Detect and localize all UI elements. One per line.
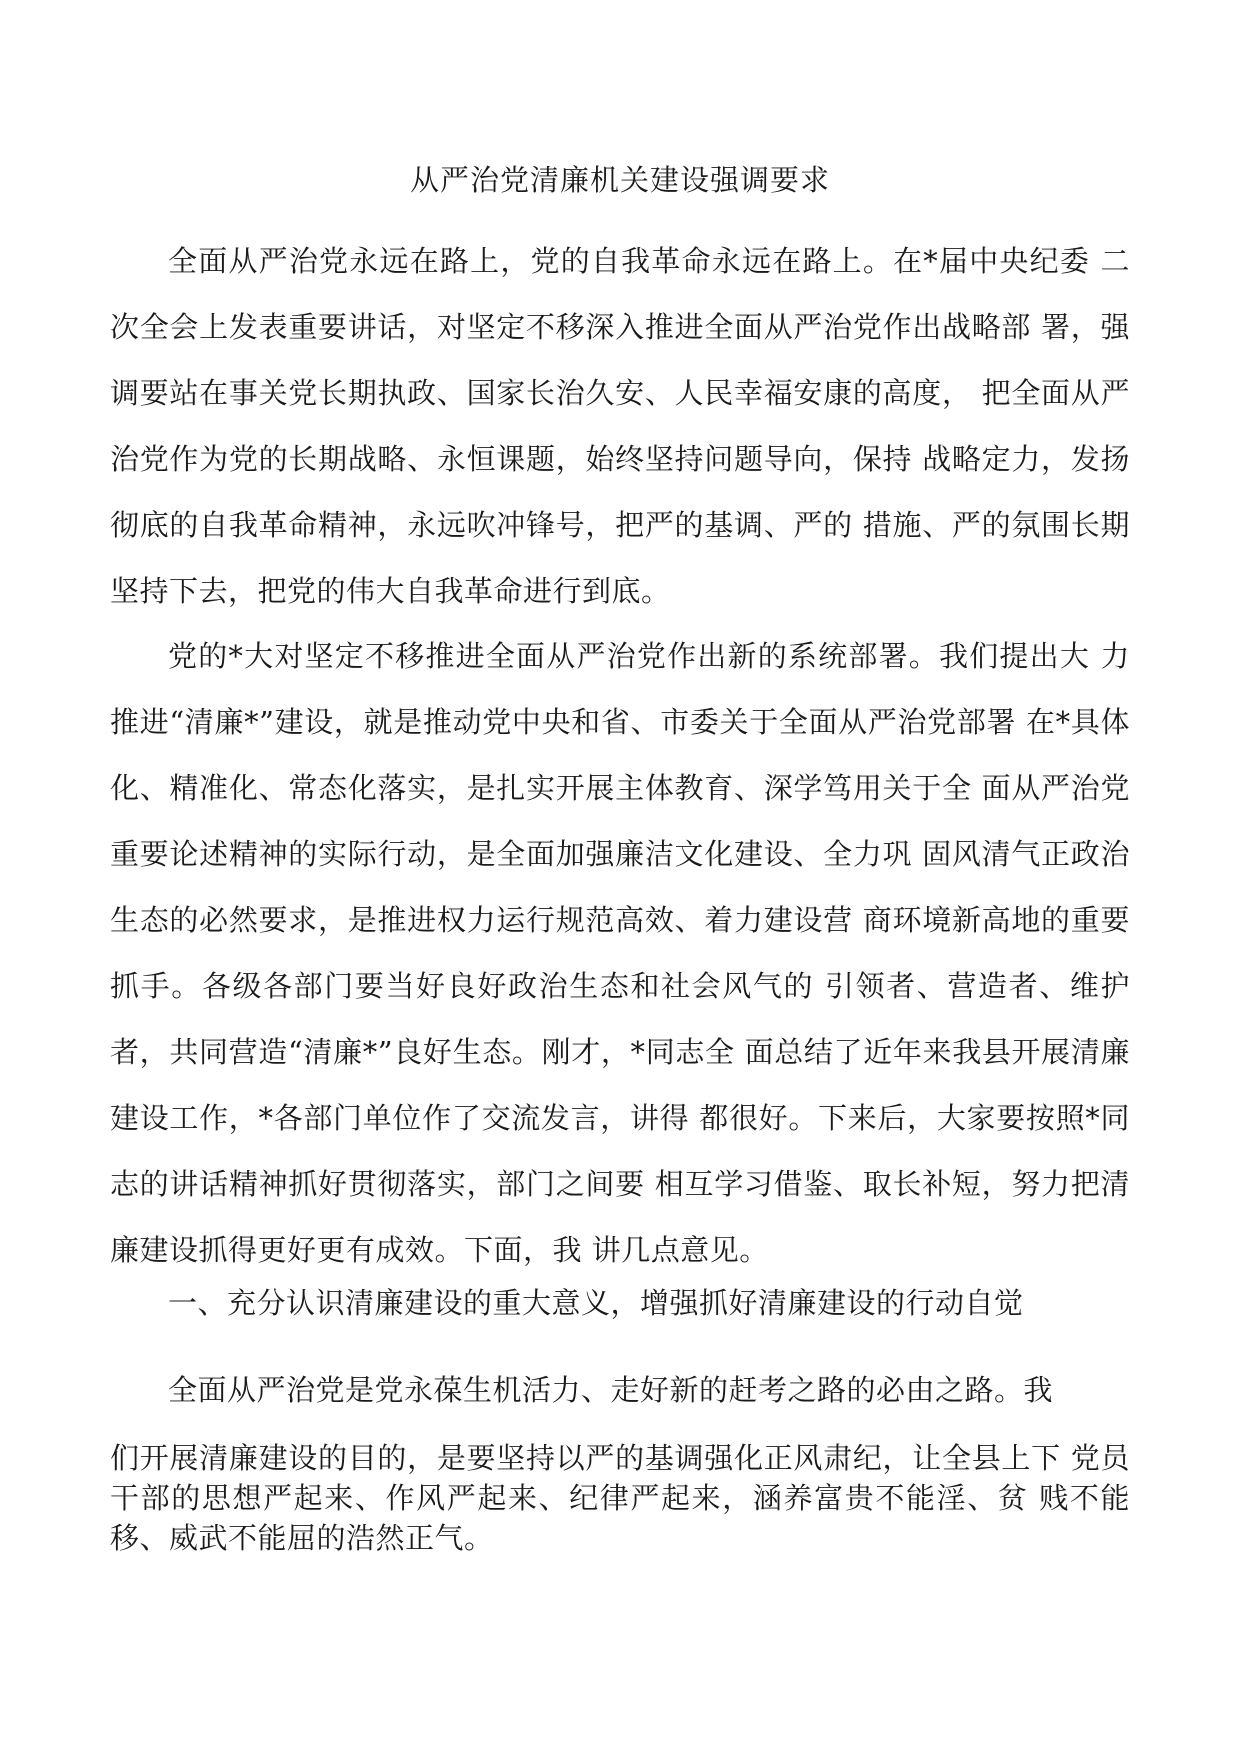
body-paragraph-3-rest: 们开展清廉建设的目的，是要坚持以严的基调强化正风肃纪，让全县上下 党员干部的思想严起来、作风严起来、纪律严起来，涵养富贵不能淫、贫 贱不能移、威武不能屈的浩然正气。 <box>110 1441 1130 1555</box>
body-paragraph-2: 党的*大对坚定不移推进全面从严治党作出新的系统部署。我们提出大 力推进“清廉*”建设，就是推动党中央和省、市委关于全面从严治党部署 在*具体化、精准化、常态化落实，是扎实开展主体教育、深学笃用关于全 面从严治党重要论述精神的实际行动，是全面加强廉洁文化建设、全力巩 固风清气正政治生态的必然要求，是推进权力运行规范高效、着力建设营 商环境新高地的重要抓手。各级各部门要当好良好政治生态和社会风气的 引领者、营造者、维护者，共同营造“清廉*”良好生态。刚才，*同志全 面总结了近年来我县开展清廉建设工作，*各部门单位作了交流发言，讲得 都很好。下来后，大家要按照*同志的讲话精神抓好贯彻落实，部门之间要 相互学习借鉴、取长补短，努力把清廉建设抓得更好更有成效。下面，我 讲几点意见。 <box>110 639 1130 1267</box>
section-heading-1: 一、充分认识清廉建设的重大意义，增强抓好清廉建设的行动自觉 <box>168 1286 1024 1320</box>
document-title: 从严治党清廉机关建设强调要求 <box>409 163 830 197</box>
body-paragraph-1: 全面从严治党永远在路上，党的自我革命永远在路上。在*届中央纪委 二次全会上发表重要讲话，对坚定不移深入推进全面从严治党作出战略部 署，强调要站在事关党长期执政、国家长治久安、人民幸福安康的高度， 把全面从严治党作为党的长期战略、永恒课题，始终坚持问题导向，保持 战略定力，发扬彻底的自我革命精神，永远吹冲锋号，把严的基调、严的 措施、严的氛围长期坚持下去，把党的伟大自我革命进行到底。 <box>110 244 1130 608</box>
body-paragraph-3 <box>110 1370 1130 1558</box>
body-paragraph-3-first-line: 全面从严治党是党永葆生机活力、走好新的赶考之路的必由之路。我 <box>168 1373 1054 1407</box>
